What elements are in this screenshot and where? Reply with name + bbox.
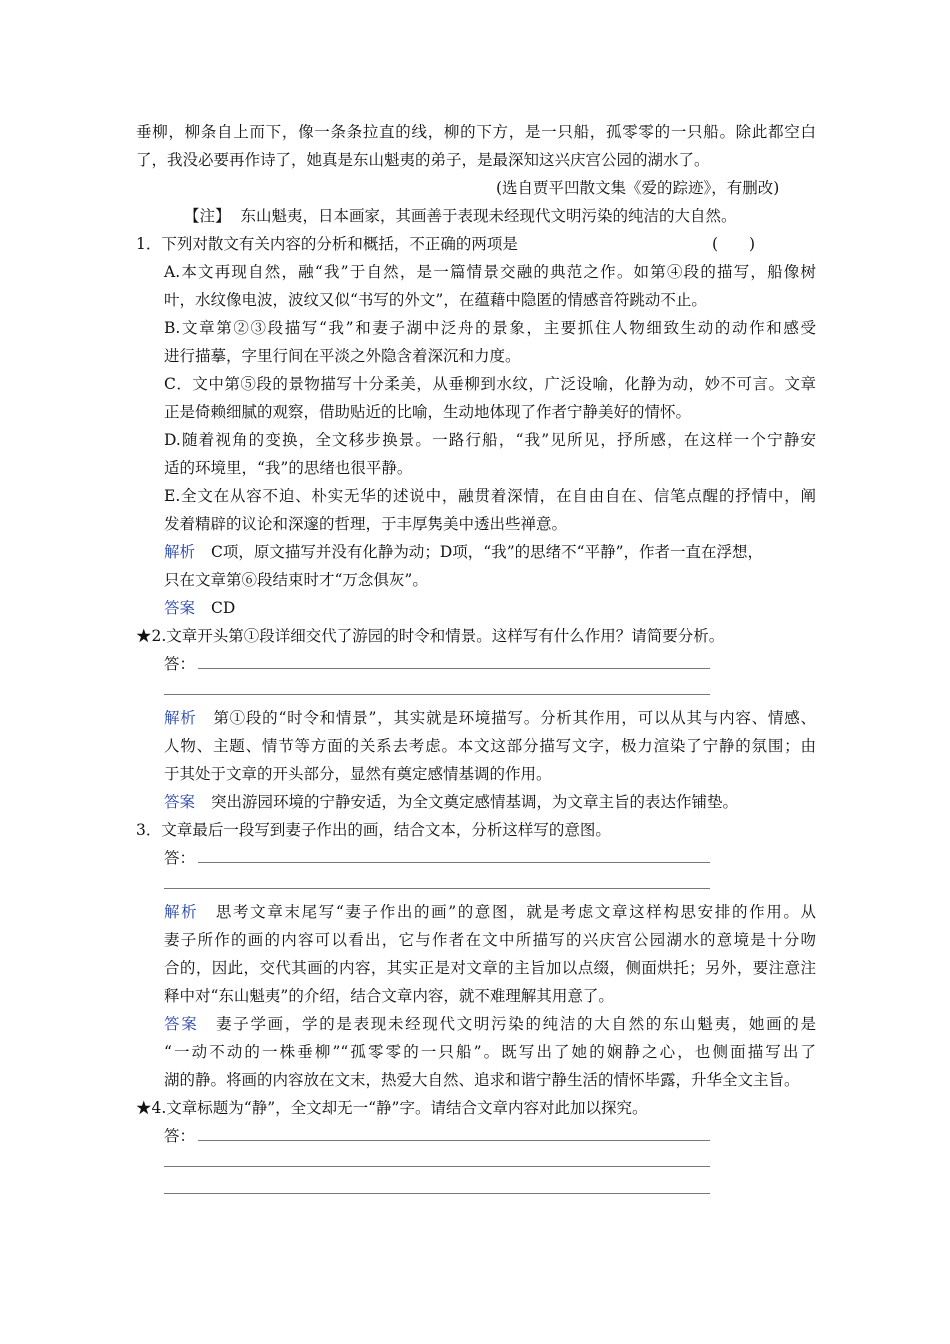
option-a: A.本文再现自然，融“我”于自然，是一篇情景交融的典范之作。如第④段的描写，船像树: [164, 263, 816, 281]
answer-prompt: 答：: [164, 1127, 196, 1145]
answer-line: [164, 888, 710, 889]
analysis-label: 解析: [164, 903, 199, 921]
q1-analysis-cont: 只在文章第⑥段结束时才“万念俱灰”。: [164, 571, 428, 589]
option-e-cont: 发着精辟的议论和深邃的哲理，于丰厚隽美中透出些禅意。: [164, 515, 568, 533]
passage-line: 了，我没必要再作诗了，她真是东山魁夷的弟子，是最深知这兴庆宫公园的湖水了。: [136, 151, 710, 169]
option-e: E.全文在从容不迫、朴实无华的述说中，融贯着深情，在自由自在、信笔点醒的抒情中，阐: [164, 487, 816, 505]
answer-line: [198, 668, 710, 669]
note-text: 东山魁夷，日本画家，其画善于表现未经现代文明污染的纯洁的大自然。: [240, 207, 737, 225]
q2-answer: 答案 突出游园环境的宁静安适，为全文奠定感情基调，为文章主旨的表达作铺垫。: [164, 793, 739, 811]
passage-source: (选自贾平凹散文集《爱的踪迹》，有删改): [496, 179, 780, 197]
q3-analysis: 解析 思考文章末尾写“妻子作出的画”的意图，就是考虑文章这样构思安排的作用。从: [164, 903, 816, 921]
question-1-stem: 1．下列对散文有关内容的分析和概括，不正确的两项是: [136, 235, 518, 253]
q3-analysis-cont: 释中对“东山魁夷”的介绍，结合文章内容，就不难理解其用意了。: [164, 987, 614, 1005]
answer-label: 答案: [164, 1015, 199, 1033]
q3-answer: 答案 妻子学画，学的是表现未经现代文明污染的纯洁的大自然的东山魁夷，她画的是: [164, 1015, 816, 1033]
q1-analysis: 解析 C项，原文描写并没有化静为动；D项，“我”的思绪不“平静”，作者一直在浮想，: [164, 543, 764, 561]
option-b: B.文章第②③段描写“我”和妻子湖中泛舟的景象，主要抓住人物细致生动的动作和感受: [164, 319, 816, 337]
answer-bracket: ( ): [712, 235, 756, 253]
q3-analysis-cont: 妻子所作的画的内容可以看出，它与作者在文中所描写的兴庆宫公园湖水的意境是十分吻: [164, 931, 816, 949]
answer-line: [198, 862, 710, 863]
q2-analysis: 解析 第①段的“时令和情景”，其实就是环境描写。分析其作用，可以从其与内容、情感、: [164, 709, 816, 727]
option-c: C．文中第⑤段的景物描写十分柔美，从垂柳到水纹，广泛设喻，化静为动，妙不可言。文章: [164, 375, 816, 393]
q3-answer-cont: 湖的静。将画的内容放在文末，热爱大自然、追求和谐宁静生活的情怀毕露，升华全文主旨。: [164, 1071, 800, 1089]
option-c-cont: 正是倚赖细腻的观察，借助贴近的比喻，生动地体现了作者宁静美好的情怀。: [164, 403, 692, 421]
q3-answer-cont: “一动不动的一株垂柳”“孤零零的一只船”。既写出了她的娴静之心，也侧面描写出了: [164, 1043, 816, 1061]
option-d: D.随着视角的变换，全文移步换景。一路行船，“我”见所见，抒所感，在这样一个宁静安: [164, 431, 816, 449]
answer-line: [164, 1166, 710, 1167]
answer-label: 答案: [164, 599, 196, 617]
passage-note: [184, 206, 737, 226]
q1-answer: 答案 CD: [164, 599, 236, 617]
note-label: 【注】: [184, 207, 231, 225]
answer-line: [164, 1193, 710, 1194]
q2-analysis-cont: 于其处于文章的开头部分，显然有奠定感情基调的作用。: [164, 765, 552, 783]
q3-analysis-cont: 合的，因此，交代其画的内容，其实正是对文章的主旨加以点缀，侧面烘托；另外，要注意注: [164, 959, 816, 977]
answer-line: [164, 694, 710, 695]
question-4-stem: ★4.文章标题为“静”，全文却无一“静”字。请结合文章内容对此加以探究。: [136, 1099, 648, 1117]
analysis-label: 解析: [164, 543, 196, 561]
answer-prompt: 答：: [164, 655, 196, 673]
passage-line: 垂柳，柳条自上而下，像一条条拉直的线，柳的下方，是一只船，孤零零的一只船。除此都空白: [136, 123, 816, 141]
option-a-cont: 叶，水纹像电波，波纹又似“书写的外文”，在蕴藉中隐匿的情感音符跳动不止。: [164, 291, 707, 309]
option-b-cont: 进行描摹，字里行间在平淡之外隐含着深沉和力度。: [164, 347, 521, 365]
analysis-label: 解析: [164, 709, 197, 727]
answer-line: [198, 1140, 710, 1141]
q2-analysis-cont: 人物、主题、情节等方面的关系去考虑。本文这部分描写文字，极力渲染了宁静的氛围；由: [164, 737, 816, 755]
answer-prompt: 答：: [164, 849, 196, 867]
question-3-stem: 3．文章最后一段写到妻子作出的画，结合文本，分析这样写的意图。: [136, 821, 611, 839]
answer-label: 答案: [164, 793, 196, 811]
question-2-stem: ★2.文章开头第①段详细交代了游园的时令和情景。这样写有什么作用？请简要分析。: [136, 627, 725, 645]
option-d-cont: 适的环境里，“我”的思绪也很平静。: [164, 459, 413, 477]
